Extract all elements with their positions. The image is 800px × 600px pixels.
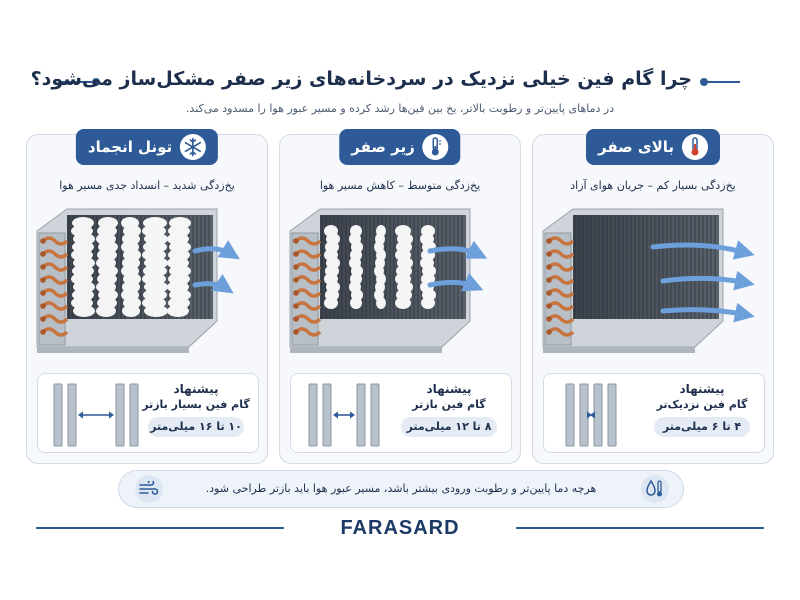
panel-below-zero [279, 134, 521, 464]
panel-description: یخ‌زدگی بسیار کم – جریان هوای آزاد [570, 179, 736, 192]
fin-spacing-range: ۸ تا ۱۲ میلی‌متر [401, 417, 497, 437]
fin-plate [323, 384, 331, 446]
evaporator-coil [280, 201, 522, 373]
fin-gap-arrow [587, 412, 595, 419]
evaporator-coil [533, 201, 775, 373]
fin-plate [566, 384, 574, 446]
fin-plate [580, 384, 588, 446]
fin-plate [357, 384, 365, 446]
airflow-icon [135, 475, 163, 503]
tip-text: هرچه دما پایین‌تر و رطوبت ورودی بیشتر باشد، مسیر عبور هوا باید بازتر طراحی شود. [205, 482, 597, 495]
title-row [30, 64, 740, 98]
panel-badge [76, 129, 218, 165]
panel-description: یخ‌زدگی متوسط – کاهش مسیر هوا [319, 179, 481, 192]
panel-label: زیر صفر [351, 138, 415, 156]
fin-plate [594, 384, 602, 446]
title-rule-right [708, 81, 740, 83]
panel-tunnel-freezer [26, 134, 268, 464]
fin-spacing-diagram [42, 380, 146, 450]
fin-plate [130, 384, 138, 446]
panel-badge [339, 129, 460, 165]
frost-buildup [71, 217, 191, 317]
fin-plate [54, 384, 62, 446]
brand-divider-right [516, 527, 764, 529]
recommendation-card [290, 373, 512, 453]
title-dot-right [700, 78, 708, 86]
coil-base [543, 347, 695, 353]
recommendation-subtitle: گام فین نزدیک‌تر [656, 398, 748, 411]
fin-plate [309, 384, 317, 446]
fin-spacing-range: ۴ تا ۶ میلی‌متر [654, 417, 750, 437]
recommendation-title: پیشنهاد [679, 382, 725, 396]
brand-logo-text: FARASARD [340, 517, 460, 539]
fin-plate [371, 384, 379, 446]
thermometer-icon [682, 134, 708, 160]
coil-base [37, 347, 189, 353]
brand-footer [36, 516, 764, 540]
thermometer-cold-icon [423, 134, 449, 160]
tip-bar [118, 470, 684, 508]
recommendation-subtitle: گام فین بازتر [412, 398, 486, 411]
evaporator-coil [27, 201, 269, 373]
panel-label: تونل انجماد [87, 138, 173, 156]
panel-above-zero [532, 134, 774, 464]
recommendation-card [543, 373, 765, 453]
brand-divider-left [36, 527, 284, 529]
humidity-thermometer-icon [641, 475, 669, 503]
fin-spacing-range: ۱۰ تا ۱۶ میلی‌متر [148, 417, 244, 437]
panel-description: یخ‌زدگی شدید – انسداد جدی مسیر هوا [59, 179, 235, 192]
fin-gap-arrow [78, 412, 114, 419]
fin-plate [116, 384, 124, 446]
fin-spacing-diagram [295, 380, 399, 450]
recommendation-title: پیشنهاد [173, 382, 219, 396]
panel-label: بالای صفر [597, 138, 675, 156]
recommendation-title: پیشنهاد [426, 382, 472, 396]
fin-spacing-diagram [548, 380, 652, 450]
fin-plate [608, 384, 616, 446]
coil-base [290, 347, 442, 353]
page-subtitle: در دماهای پایین‌تر و رطوبت بالاتر، یخ بین فین‌ها رشد کرده و مسیر عبور هوا را مسدود می‌کند. [185, 102, 615, 115]
recommendation-subtitle: گام فین بسیار بازتر [142, 398, 250, 411]
fin-gap-arrow [333, 412, 355, 419]
snowflake-icon [180, 134, 206, 160]
fin-plate [68, 384, 76, 446]
panel-badge [586, 129, 720, 165]
page-title: چرا گام فین خیلی نزدیک در سردخانه‌های زیر صفر مشکل‌ساز می‌شود؟ [30, 68, 692, 90]
recommendation-card [37, 373, 259, 453]
